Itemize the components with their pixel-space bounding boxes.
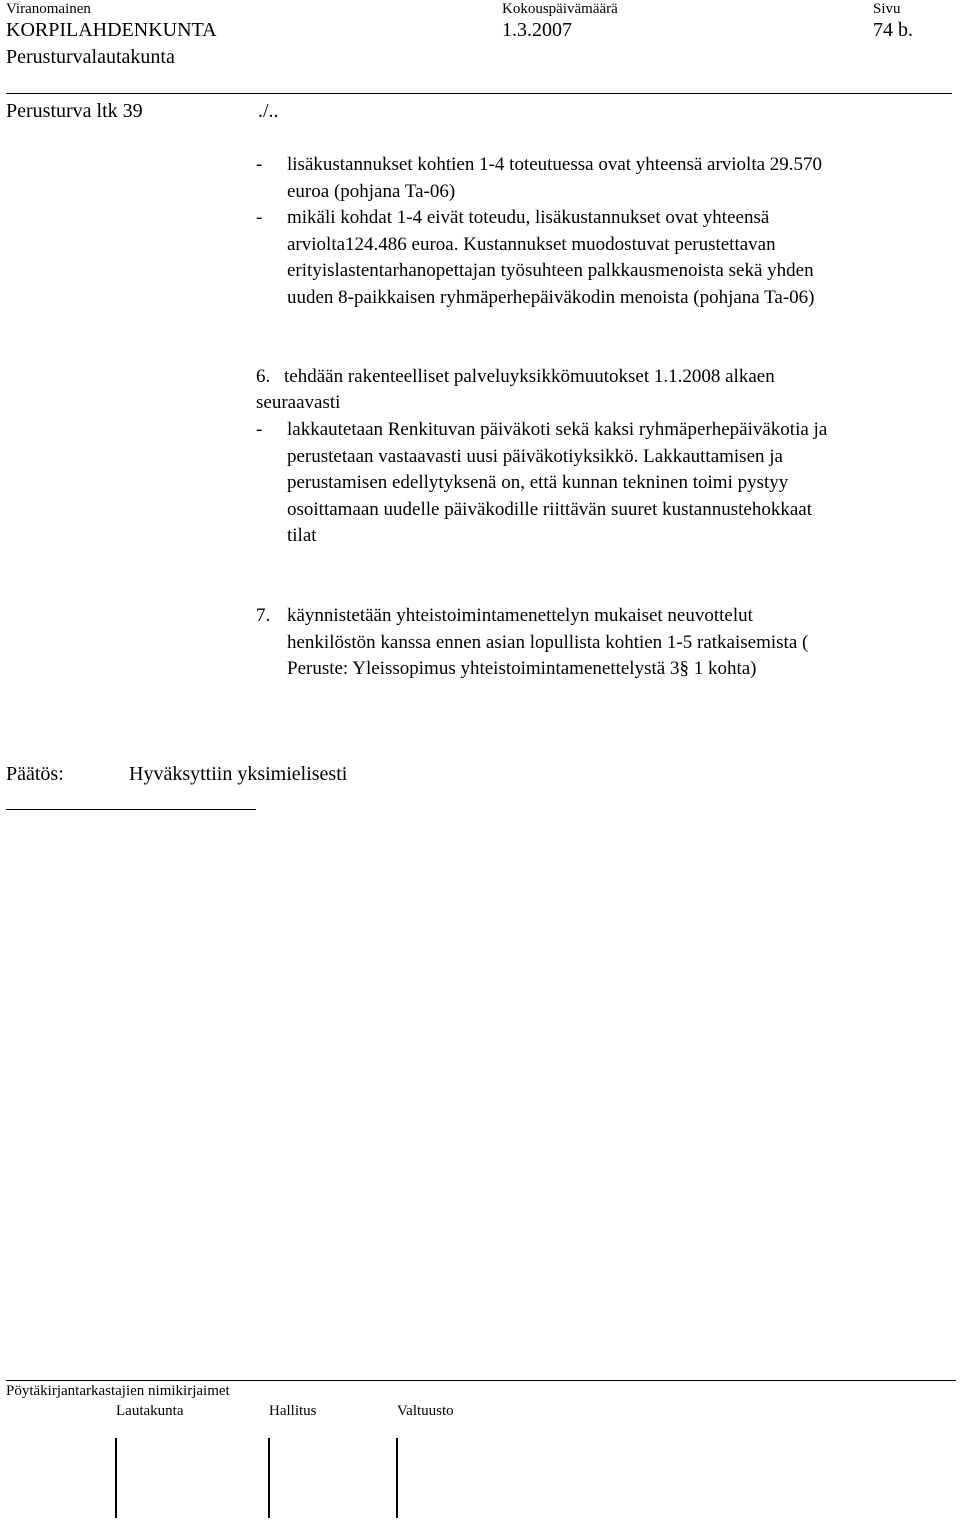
decision-rule bbox=[6, 809, 256, 810]
page-number: 74 b. bbox=[873, 19, 913, 41]
decision-text: Hyväksyttiin yksimielisesti bbox=[129, 763, 348, 785]
section-ref: Perusturva ltk 39 bbox=[6, 100, 143, 122]
decision-label: Päätös: bbox=[6, 763, 64, 785]
meeting-date-label: Kokouspäivämäärä bbox=[502, 1, 618, 17]
bullet-text-costs-total: lisäkustannukset kohtien 1-4 toteutuessa ovat yhteensä arviolta 29.570 euroa (pohjana Ta-06) bbox=[287, 154, 823, 202]
footer-title: Pöytäkirjantarkastajien nimikirjaimet bbox=[6, 1383, 230, 1399]
authority-label: Viranomainen bbox=[6, 1, 91, 17]
item-6-first-line: tehdään rakenteelliset palveluyksikkömuutokset 1.1.2008 alkaen bbox=[284, 366, 775, 387]
page-label: Sivu bbox=[873, 1, 901, 17]
signature-box-divider bbox=[396, 1438, 398, 1518]
continued-marker: ./.. bbox=[258, 100, 279, 122]
bullet-text-costs-alternative: mikäli kohdat 1-4 eivät toteudu, lisäkustannukset ovat yhteensä arviolta124.486 euroa. Kustannukset muodostuvat perustettavan erityislastentarhanopettajan työsuhteen palkkausmenoista sekä yhden uuden 8-paikkaisen ryhmäperhepäiväkodin menoista (pohjana Ta-06) bbox=[287, 207, 815, 308]
bullet-dash: - bbox=[256, 419, 263, 440]
footer-column-board: Lautakunta bbox=[116, 1403, 184, 1419]
item-7-text: käynnistetään yhteistoimintamenettelyn mukaiset neuvottelut henkilöstön kanssa ennen asian lopullista kohtien 1-5 ratkaisemista ( Peruste: Yleissopimus yhteistoimintamenettelystä 3§ 1 kohta) bbox=[287, 605, 809, 679]
signature-box-divider bbox=[115, 1438, 117, 1518]
meeting-date: 1.3.2007 bbox=[502, 19, 572, 41]
item-6-second-line: seuraavasti bbox=[256, 392, 341, 413]
footer-column-government: Hallitus bbox=[269, 1403, 317, 1419]
signature-box-divider bbox=[268, 1438, 270, 1518]
header-rule bbox=[6, 93, 952, 94]
bullet-dash: - bbox=[256, 207, 263, 228]
item-6-sub-text: lakkautetaan Renkituvan päiväkoti sekä kaksi ryhmäperhepäiväkotia ja perustetaan vastaavasti uusi päiväkotiyksikkö. Lakkauttamisen ja perustamisen edellytyksenä on, että kunnan tekninen toimi pystyy osoittamaan uudelle päiväkodille riittävän suuret kustannustehokkaat tilat bbox=[287, 419, 828, 546]
authority-name: KORPILAHDENKUNTA bbox=[6, 19, 217, 41]
board-name: Perusturvalautakunta bbox=[6, 46, 175, 68]
footer-column-council: Valtuusto bbox=[397, 1403, 454, 1419]
footer-rule bbox=[6, 1380, 956, 1381]
item-7-number: 7. bbox=[256, 605, 271, 626]
item-6-number: 6. bbox=[256, 366, 271, 387]
bullet-dash: - bbox=[256, 154, 263, 175]
